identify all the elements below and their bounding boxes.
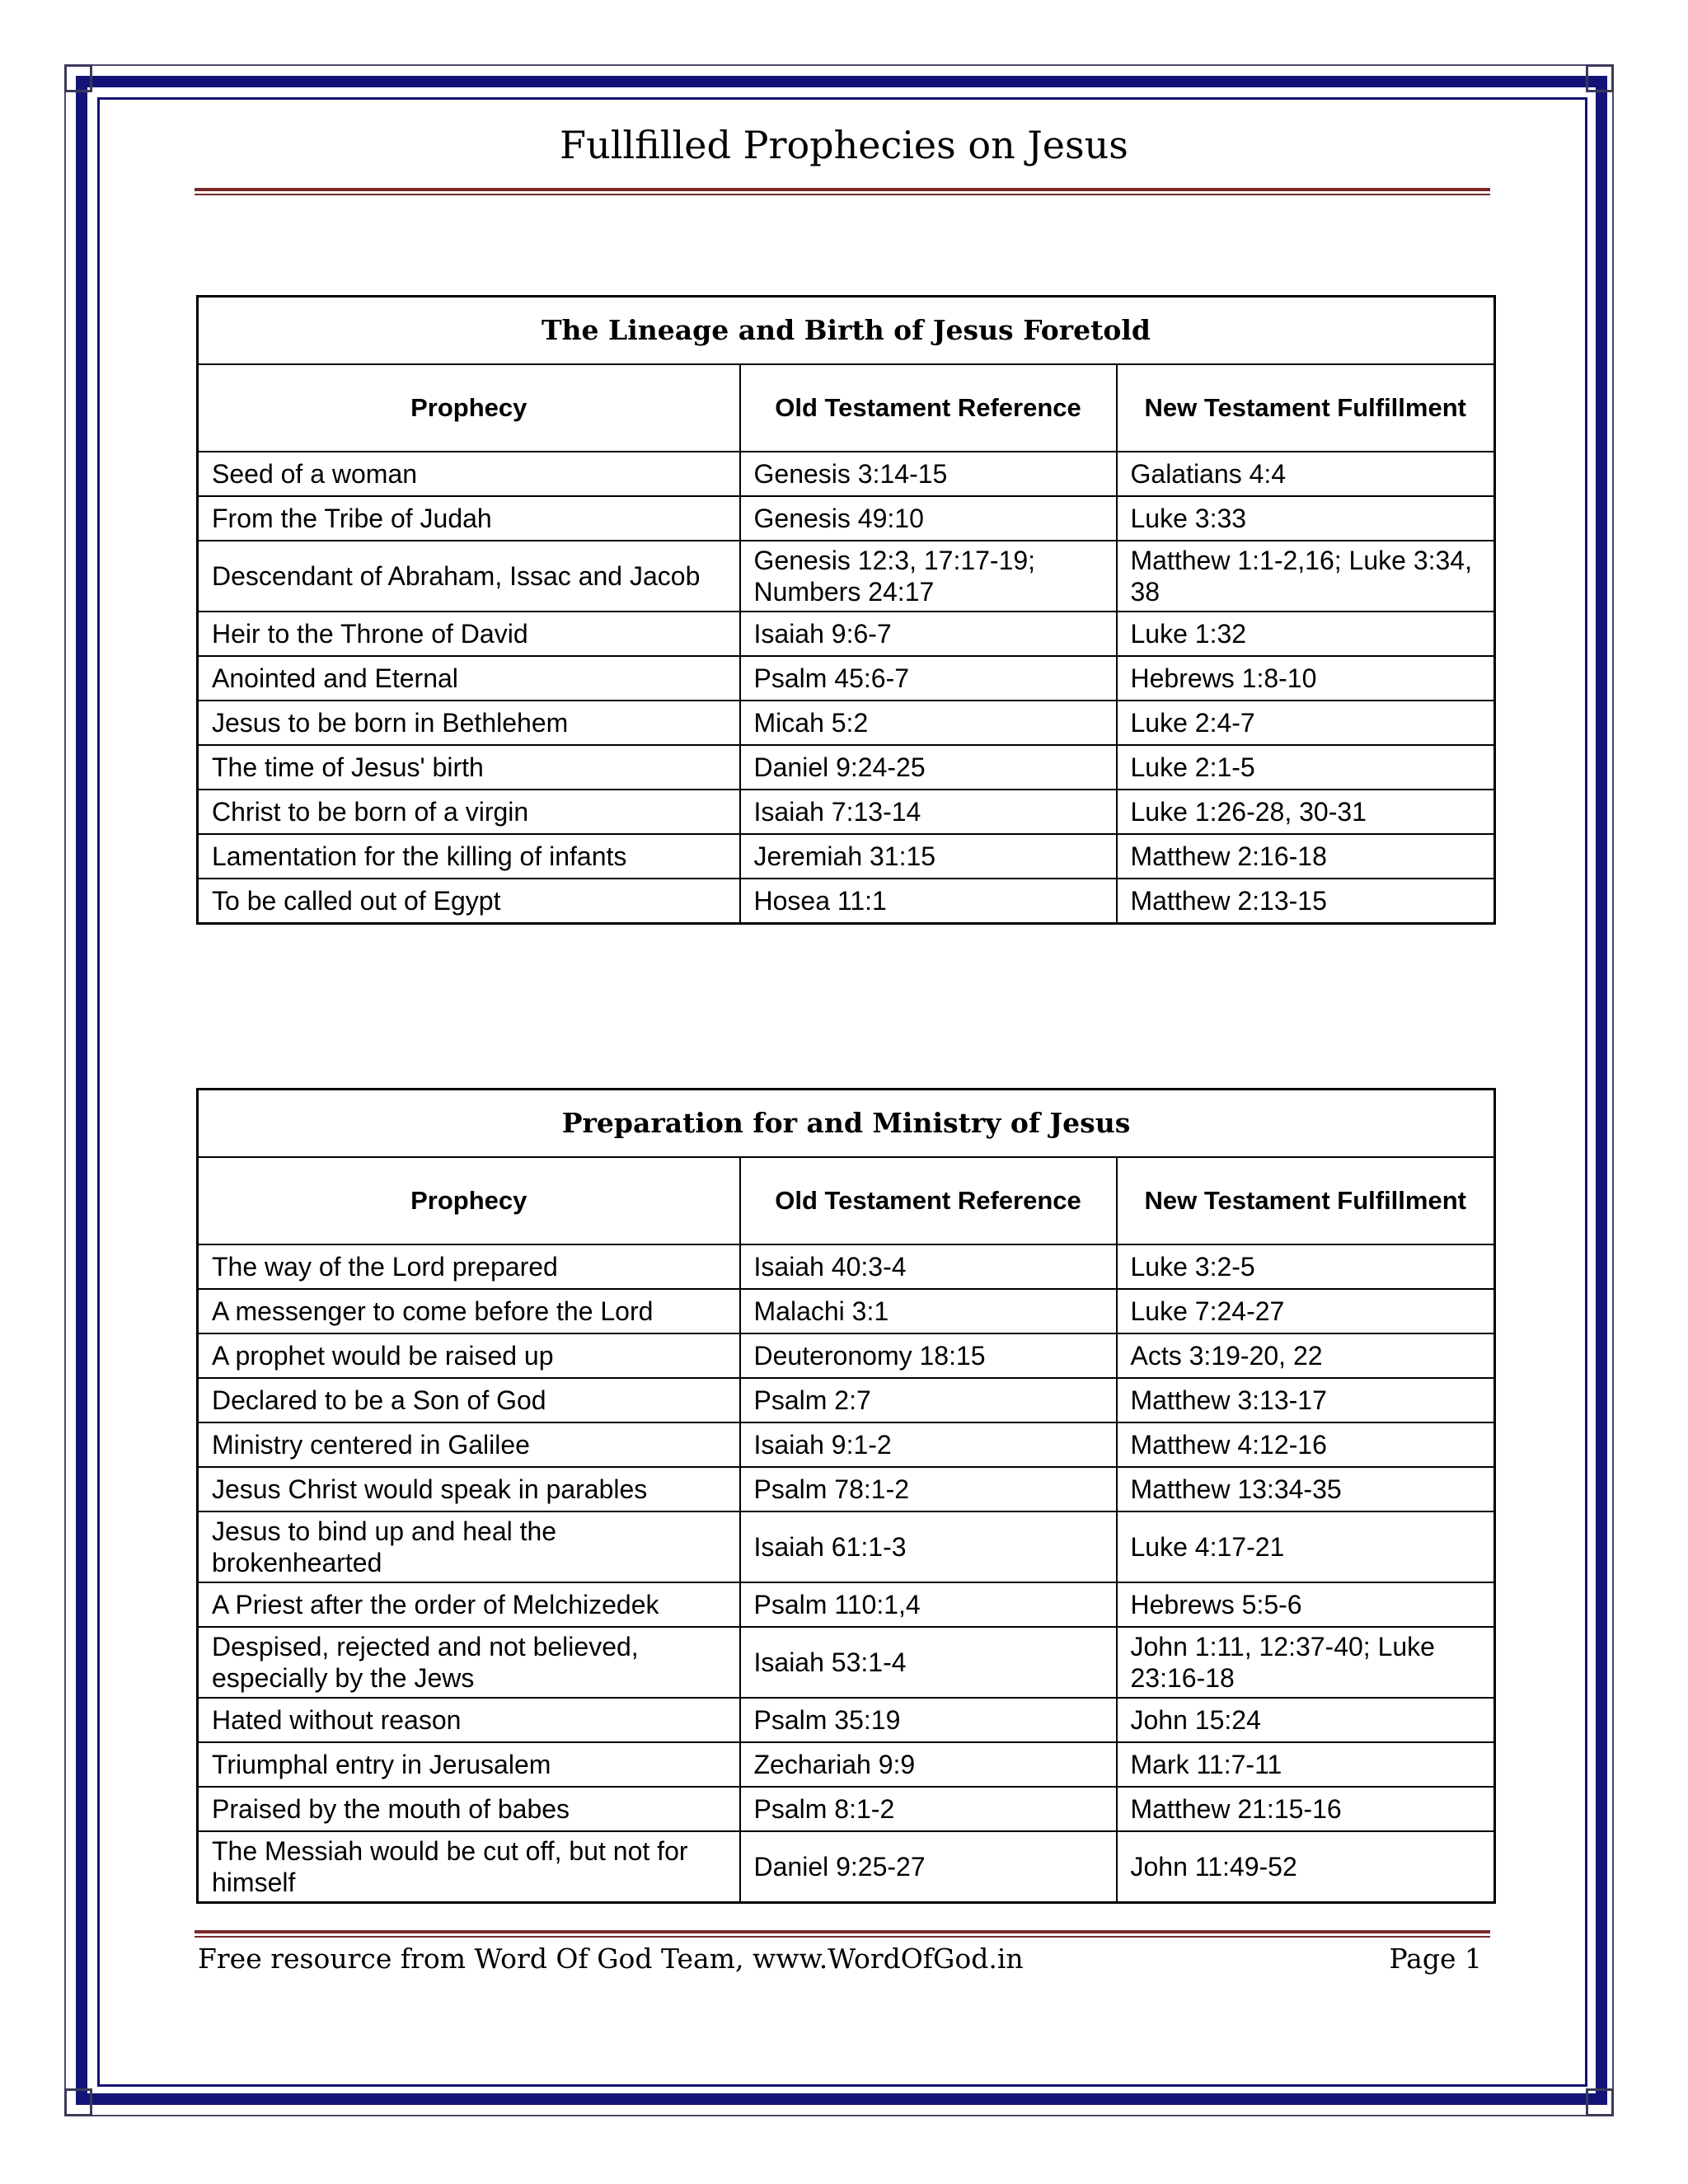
- prophecy-cell: Anointed and Eternal: [198, 656, 740, 701]
- table-body: [198, 1244, 1495, 1903]
- section-title: Preparation for and Ministry of Jesus: [198, 1090, 1495, 1158]
- prophecy-cell: A prophet would be raised up: [198, 1333, 740, 1378]
- new-testament-cell: Hebrews 1:8-10: [1117, 656, 1495, 701]
- table-body: [198, 452, 1495, 924]
- table-row: [198, 1244, 1495, 1289]
- table-row: [198, 1289, 1495, 1333]
- page-title: Fullfilled Prophecies on Jesus: [560, 123, 1128, 167]
- prophecy-cell: Jesus Christ would speak in parables: [198, 1467, 740, 1511]
- new-testament-cell: Matthew 13:34-35: [1117, 1467, 1495, 1511]
- column-header-new-testament: New Testament Fulfillment: [1117, 364, 1495, 452]
- column-header-prophecy: Prophecy: [198, 364, 740, 452]
- prophecy-cell: The way of the Lord prepared: [198, 1244, 740, 1289]
- new-testament-cell: John 15:24: [1117, 1698, 1495, 1742]
- old-testament-cell: Isaiah 61:1-3: [740, 1511, 1117, 1582]
- old-testament-cell: Isaiah 7:13-14: [740, 790, 1117, 834]
- prophecy-cell: A messenger to come before the Lord: [198, 1289, 740, 1333]
- table-row: [198, 879, 1495, 924]
- old-testament-cell: Psalm 2:7: [740, 1378, 1117, 1422]
- table-row: [198, 701, 1495, 745]
- old-testament-cell: Psalm 45:6-7: [740, 656, 1117, 701]
- prophecy-cell: To be called out of Egypt: [198, 879, 740, 924]
- new-testament-cell: Luke 2:1-5: [1117, 745, 1495, 790]
- page-number: Page 1: [1389, 1943, 1482, 1975]
- new-testament-cell: Hebrews 5:5-6: [1117, 1582, 1495, 1627]
- old-testament-cell: Psalm 78:1-2: [740, 1467, 1117, 1511]
- corner-ornament-top-right: [1586, 64, 1614, 92]
- old-testament-cell: Jeremiah 31:15: [740, 834, 1117, 879]
- old-testament-cell: Psalm 35:19: [740, 1698, 1117, 1742]
- old-testament-cell: Deuteronomy 18:15: [740, 1333, 1117, 1378]
- column-header-prophecy: Prophecy: [198, 1157, 740, 1244]
- old-testament-cell: Isaiah 40:3-4: [740, 1244, 1117, 1289]
- table-row: [198, 452, 1495, 496]
- prophecy-cell: Despised, rejected and not believed, especially by the Jews: [198, 1627, 740, 1698]
- prophecy-cell: Christ to be born of a virgin: [198, 790, 740, 834]
- prophecy-cell: Jesus to bind up and heal the brokenhearted: [198, 1511, 740, 1582]
- new-testament-cell: Luke 2:4-7: [1117, 701, 1495, 745]
- prophecy-cell: The Messiah would be cut off, but not for himself: [198, 1831, 740, 1903]
- table-row: [198, 1582, 1495, 1627]
- old-testament-cell: Daniel 9:25-27: [740, 1831, 1117, 1903]
- new-testament-cell: Luke 4:17-21: [1117, 1511, 1495, 1582]
- new-testament-cell: Acts 3:19-20, 22: [1117, 1333, 1495, 1378]
- prophecy-cell: Hated without reason: [198, 1698, 740, 1742]
- table-row: [198, 1787, 1495, 1831]
- corner-ornament-top-left: [64, 64, 92, 92]
- prophecy-cell: From the Tribe of Judah: [198, 496, 740, 541]
- old-testament-cell: Daniel 9:24-25: [740, 745, 1117, 790]
- table-row: [198, 612, 1495, 656]
- table-row: [198, 790, 1495, 834]
- table-row: [198, 496, 1495, 541]
- table-row: [198, 1511, 1495, 1582]
- footer-rule: [195, 1930, 1490, 1938]
- corner-ornament-bottom-left: [64, 2088, 92, 2116]
- old-testament-cell: Isaiah 9:6-7: [740, 612, 1117, 656]
- table-row: [198, 1698, 1495, 1742]
- table-row: [198, 1333, 1495, 1378]
- new-testament-cell: John 11:49-52: [1117, 1831, 1495, 1903]
- old-testament-cell: Zechariah 9:9: [740, 1742, 1117, 1787]
- footer-source: Free resource from Word Of God Team, www.WordOfGod.in: [198, 1943, 1024, 1975]
- old-testament-cell: Genesis 49:10: [740, 496, 1117, 541]
- table-row: [198, 1742, 1495, 1787]
- header-rule: [195, 188, 1490, 195]
- lineage-birth-table: [196, 295, 1496, 925]
- column-header-new-testament: New Testament Fulfillment: [1117, 1157, 1495, 1244]
- new-testament-cell: Matthew 3:13-17: [1117, 1378, 1495, 1422]
- old-testament-cell: Genesis 3:14-15: [740, 452, 1117, 496]
- old-testament-cell: Psalm 8:1-2: [740, 1787, 1117, 1831]
- prophecy-cell: A Priest after the order of Melchizedek: [198, 1582, 740, 1627]
- prophecy-cell: Seed of a woman: [198, 452, 740, 496]
- table-row: [198, 1378, 1495, 1422]
- table-row: [198, 1831, 1495, 1903]
- new-testament-cell: Luke 1:32: [1117, 612, 1495, 656]
- ministry-table: [196, 1088, 1496, 1904]
- new-testament-cell: Luke 3:33: [1117, 496, 1495, 541]
- table-row: [198, 1467, 1495, 1511]
- section-title: The Lineage and Birth of Jesus Foretold: [198, 297, 1495, 365]
- new-testament-cell: Matthew 21:15-16: [1117, 1787, 1495, 1831]
- prophecy-cell: Heir to the Throne of David: [198, 612, 740, 656]
- new-testament-cell: Galatians 4:4: [1117, 452, 1495, 496]
- old-testament-cell: Psalm 110:1,4: [740, 1582, 1117, 1627]
- table-row: [198, 1422, 1495, 1467]
- prophecy-cell: Lamentation for the killing of infants: [198, 834, 740, 879]
- new-testament-cell: Mark 11:7-11: [1117, 1742, 1495, 1787]
- table-row: [198, 1627, 1495, 1698]
- prophecy-cell: Praised by the mouth of babes: [198, 1787, 740, 1831]
- new-testament-cell: Luke 3:2-5: [1117, 1244, 1495, 1289]
- old-testament-cell: Hosea 11:1: [740, 879, 1117, 924]
- old-testament-cell: Isaiah 9:1-2: [740, 1422, 1117, 1467]
- prophecy-cell: Jesus to be born in Bethlehem: [198, 701, 740, 745]
- new-testament-cell: Luke 7:24-27: [1117, 1289, 1495, 1333]
- new-testament-cell: Matthew 4:12-16: [1117, 1422, 1495, 1467]
- prophecy-cell: Declared to be a Son of God: [198, 1378, 740, 1422]
- new-testament-cell: Luke 1:26-28, 30-31: [1117, 790, 1495, 834]
- old-testament-cell: Micah 5:2: [740, 701, 1117, 745]
- new-testament-cell: John 1:11, 12:37-40; Luke 23:16-18: [1117, 1627, 1495, 1698]
- table-row: [198, 834, 1495, 879]
- new-testament-cell: Matthew 2:13-15: [1117, 879, 1495, 924]
- old-testament-cell: Isaiah 53:1-4: [740, 1627, 1117, 1698]
- corner-ornament-bottom-right: [1586, 2088, 1614, 2116]
- prophecy-cell: The time of Jesus' birth: [198, 745, 740, 790]
- table-row: [198, 745, 1495, 790]
- column-header-old-testament: Old Testament Reference: [740, 364, 1117, 452]
- table-row: [198, 656, 1495, 701]
- old-testament-cell: Genesis 12:3, 17:17-19; Numbers 24:17: [740, 541, 1117, 612]
- column-header-old-testament: Old Testament Reference: [740, 1157, 1117, 1244]
- prophecy-cell: Ministry centered in Galilee: [198, 1422, 740, 1467]
- table-row: [198, 541, 1495, 612]
- old-testament-cell: Malachi 3:1: [740, 1289, 1117, 1333]
- new-testament-cell: Matthew 1:1-2,16; Luke 3:34, 38: [1117, 541, 1495, 612]
- prophecy-cell: Descendant of Abraham, Issac and Jacob: [198, 541, 740, 612]
- prophecy-cell: Triumphal entry in Jerusalem: [198, 1742, 740, 1787]
- new-testament-cell: Matthew 2:16-18: [1117, 834, 1495, 879]
